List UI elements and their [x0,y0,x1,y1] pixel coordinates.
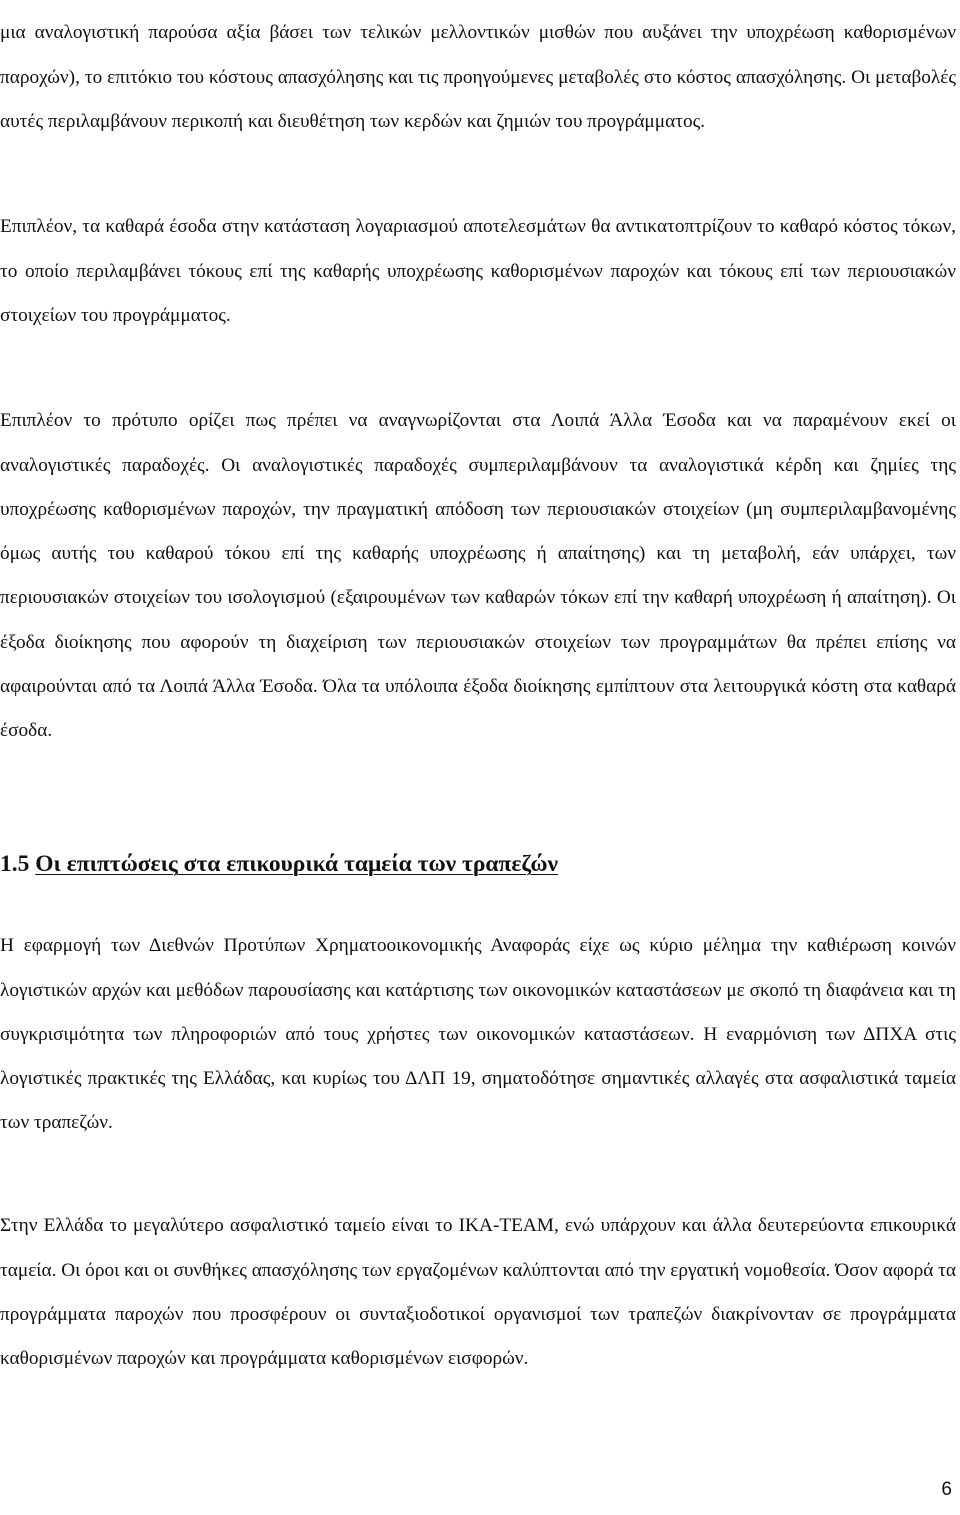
section-title: Οι επιπτώσεις στα επικουρικά ταμεία των τραπεζών [35,851,559,877]
page-number: 6 [941,1479,952,1500]
paragraph-greek-insurance-funds: Στην Ελλάδα το μεγαλύτερο ασφαλιστικό ταμείο είναι το ΙΚΑ-ΤΕΑΜ, ενώ υπάρχουν και άλλα δευτερεύοντα επικουρικά ταμεία. Οι όροι και οι συνθήκες απασχόλησης των εργαζομένων καλύπτονται από την εργατική νομοθεσία. Όσον αφορά τα προγράμματα παροχών που προσφέρουν οι συνταξιοδοτικοί οργανισμοί των τραπεζών διακρίνονταν σε προγράμματα καθορισμένων παροχών και προγράμματα καθορισμένων εισφορών. [0,1215,956,1370]
section-heading [0,844,558,884]
paragraph-pension-cost-components: μια αναλογιστική παρούσα αξία βάσει των τελικών μελλοντικών μισθών που αυξάνει την υποχρέωση καθορισμένων παροχών), το επιτόκιο του κόστους απασχόλησης και τις προηγούμενες μεταβολές στο κόστος απασχόλησης. Οι μεταβολές αυτές περιλαμβάνουν περικοπή και διευθέτηση των κερδών και ζημιών του προγράμματος. [0,22,956,132]
paragraph-actuarial-assumptions: Επιπλέον το πρότυπο ορίζει πως πρέπει να αναγνωρίζονται στα Λοιπά Άλλα Έσοδα και να παραμένουν εκεί οι αναλογιστικές παραδοχές. Οι αναλογιστικές παραδοχές συμπεριλαμβάνουν τα αναλογιστικά κέρδη και ζημίες της υποχρέωσης καθορισμένων παροχών, την πραγματική απόδοση των περιουσιακών στοιχείων (μη συμπεριλαμβανομένης όμως αυτής του καθαρού τόκου επί της καθαρής υποχρέωσης ή απαίτησης) και τη μεταβολή, εάν υπάρχει, των περιουσιακών στοιχείων του ισολογισμού (εξαιρουμένων των καθαρών τόκων επί την καθαρή υποχρέωση ή απαίτηση). Οι έξοδα διοίκησης που αφορούν τη διαχείριση των περιουσιακών στοιχείων των προγραμμάτων θα πρέπει επίσης να αφαιρούνται από τα Λοιπά Άλλα Έσοδα. Όλα τα υπόλοιπα έξοδα διοίκησης εμπίπτουν στα λειτουργικά κόστη στα καθαρά έσοδα. [0,410,956,742]
paragraph-net-income: Επιπλέον, τα καθαρά έσοδα στην κατάσταση λογαριασμού αποτελεσμάτων θα αντικατοπτρίζουν το καθαρό κόστος τόκων, το οποίο περιλαμβάνει τόκους επί της καθαρής υποχρέωσης καθορισμένων παροχών και τόκους επί των περιουσιακών στοιχείων του προγράμματος. [0,216,956,326]
paragraph-ifrs-application: Η εφαρμογή των Διεθνών Προτύπων Χρηματοοικονομικής Αναφοράς είχε ως κύριο μέλημα την καθιέρωση κοινών λογιστικών αρχών και μεθόδων παρουσίασης και κατάρτισης των οικονομικών καταστάσεων με σκοπό τη διαφάνεια και τη συγκρισιμότητα των πληροφοριών από τους χρήστες των οικονομικών καταστάσεων. Η εναρμόνιση των ΔΠΧΑ στις λογιστικές πρακτικές της Ελλάδας, και κυρίως του ΔΛΠ 19, σηματοδότησε σημαντικές αλλαγές στα ασφαλιστικά ταμεία των τραπεζών. [0,935,956,1134]
section-number: 1.5 [0,851,30,877]
